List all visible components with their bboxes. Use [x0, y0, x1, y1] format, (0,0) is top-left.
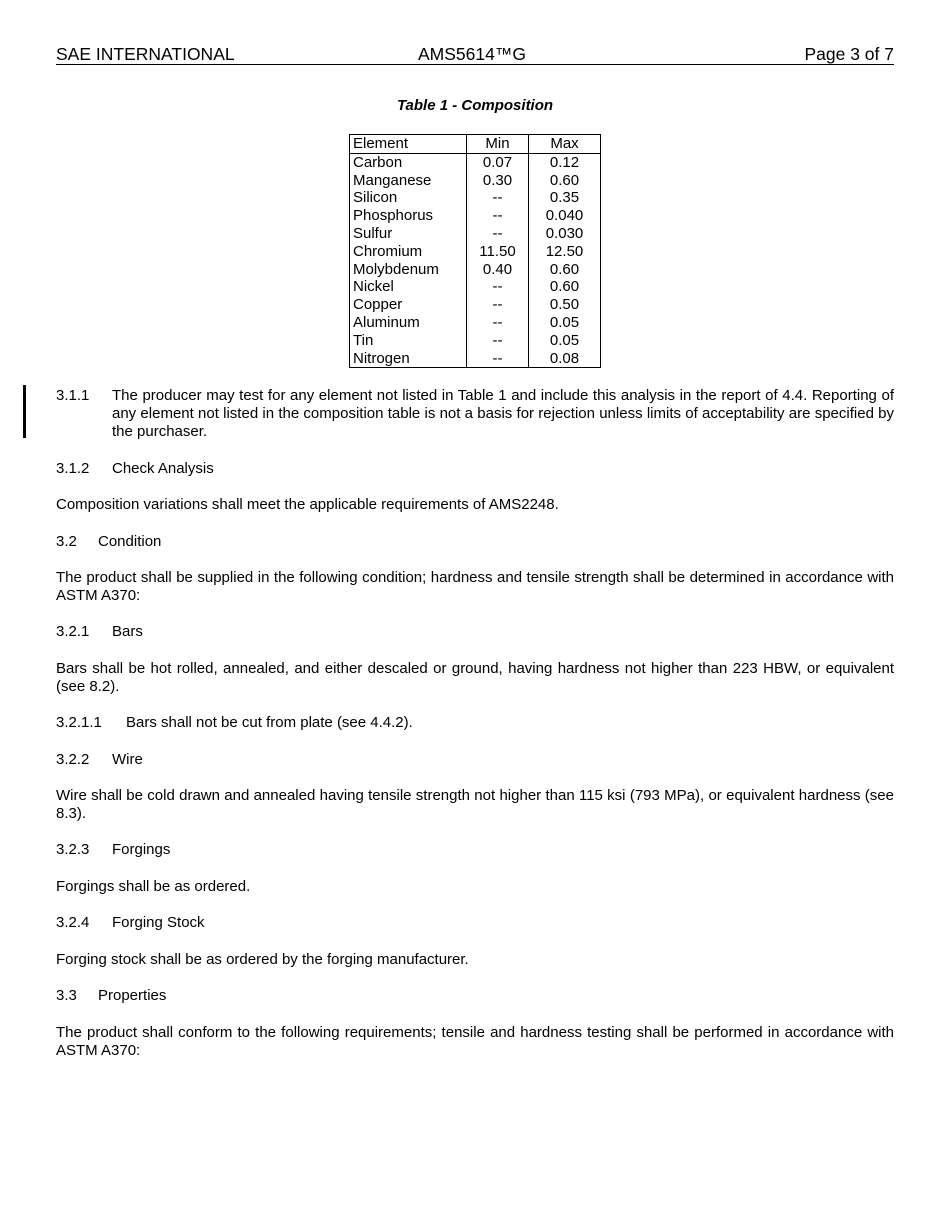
section-3-3-text: The product shall conform to the following requirements; tensile and hardness testing shall be performed in accordance with ASTM A370: [56, 1024, 894, 1059]
revision-change-bar [23, 385, 26, 438]
section-3-2-1-1 [56, 714, 894, 732]
header-org: SAE INTERNATIONAL [56, 44, 235, 64]
section-3-2-3-text: Forgings shall be as ordered. [56, 878, 251, 895]
max-cell: 0.040 [529, 207, 601, 225]
section-3-2-3-heading [56, 841, 894, 859]
section-number: 3.2.3 [56, 841, 90, 858]
max-cell: 0.05 [529, 332, 601, 350]
section-number: 3.2.4 [56, 914, 90, 931]
max-cell: 0.35 [529, 189, 601, 207]
max-cell: 0.60 [529, 278, 601, 296]
section-number: 3.2 [56, 533, 77, 550]
element-cell: Silicon [350, 189, 467, 207]
table-row [350, 243, 601, 261]
section-title: Bars [112, 623, 143, 640]
min-cell: 11.50 [467, 243, 529, 261]
section-3-2-2-text: Wire shall be cold drawn and annealed having tensile strength not higher than 115 ksi (793 MPa), or equivalent hardness (see 8.3). [56, 787, 894, 822]
section-3-1-2-heading [56, 460, 894, 478]
element-cell: Sulfur [350, 225, 467, 243]
section-title: Forgings [112, 841, 171, 858]
element-cell: Carbon [350, 153, 467, 171]
element-cell: Molybdenum [350, 261, 467, 279]
section-3-2-text: The product shall be supplied in the following condition; hardness and tensile strength shall be determined in accordance with ASTM A370: [56, 569, 894, 604]
section-number: 3.1.1 [56, 387, 90, 404]
section-3-2-2-heading [56, 751, 894, 769]
section-number: 3.1.2 [56, 460, 90, 477]
section-number: 3.2.1 [56, 623, 90, 640]
table-caption: Table 1 - Composition [396, 97, 554, 114]
column-header-element: Element [350, 135, 467, 154]
max-cell: 0.60 [529, 261, 601, 279]
min-cell: -- [467, 332, 529, 350]
section-text: Bars shall not be cut from plate (see 4.4.2). [126, 714, 413, 731]
table-row [350, 172, 601, 190]
section-text: The producer may test for any element not listed in Table 1 and include this analysis in the report of 4.4. Reporting of any element not listed in the composition table is not a basis for rejection unless limits of acceptability are specified by the purchaser. [112, 387, 894, 440]
column-header-max: Max [529, 135, 601, 154]
min-cell: -- [467, 350, 529, 368]
table-row [350, 153, 601, 171]
element-cell: Chromium [350, 243, 467, 261]
section-3-1-2-text: Composition variations shall meet the applicable requirements of AMS2248. [56, 496, 559, 513]
table-row [350, 261, 601, 279]
section-title: Forging Stock [112, 914, 205, 931]
column-header-min: Min [467, 135, 529, 154]
section-title: Condition [98, 533, 162, 550]
section-title: Check Analysis [112, 460, 214, 477]
header-page-number: Page 3 of 7 [804, 44, 894, 64]
min-cell: 0.07 [467, 153, 529, 171]
section-3-1-1 [56, 387, 894, 441]
element-cell: Phosphorus [350, 207, 467, 225]
element-cell: Nickel [350, 278, 467, 296]
section-3-2-4-heading [56, 914, 894, 932]
element-cell: Copper [350, 296, 467, 314]
table-header-row [350, 135, 601, 154]
element-cell: Aluminum [350, 314, 467, 332]
max-cell: 0.030 [529, 225, 601, 243]
min-cell: -- [467, 314, 529, 332]
table-row [350, 225, 601, 243]
max-cell: 0.60 [529, 172, 601, 190]
min-cell: -- [467, 189, 529, 207]
section-number: 3.3 [56, 987, 77, 1004]
max-cell: 0.08 [529, 350, 601, 368]
element-cell: Manganese [350, 172, 467, 190]
section-3-2-heading [56, 533, 894, 551]
section-3-3-heading [56, 987, 894, 1005]
section-3-2-4-text: Forging stock shall be as ordered by the forging manufacturer. [56, 951, 469, 968]
table-row [350, 189, 601, 207]
max-cell: 0.05 [529, 314, 601, 332]
element-cell: Nitrogen [350, 350, 467, 368]
table-row [350, 332, 601, 350]
page-header [56, 44, 894, 65]
max-cell: 12.50 [529, 243, 601, 261]
element-cell: Tin [350, 332, 467, 350]
table-row [350, 278, 601, 296]
table-row [350, 350, 601, 368]
section-3-2-1-text: Bars shall be hot rolled, annealed, and either descaled or ground, having hardness not higher than 223 HBW, or equivalent (see 8.2). [56, 660, 894, 695]
min-cell: -- [467, 225, 529, 243]
section-title: Wire [112, 751, 143, 768]
min-cell: 0.30 [467, 172, 529, 190]
table-row [350, 296, 601, 314]
min-cell: -- [467, 207, 529, 225]
table-row [350, 314, 601, 332]
section-title: Properties [98, 987, 167, 1004]
max-cell: 0.12 [529, 153, 601, 171]
section-number: 3.2.2 [56, 751, 90, 768]
min-cell: -- [467, 296, 529, 314]
max-cell: 0.50 [529, 296, 601, 314]
min-cell: -- [467, 278, 529, 296]
table-row [350, 207, 601, 225]
min-cell: 0.40 [467, 261, 529, 279]
composition-table [349, 134, 601, 368]
section-number: 3.2.1.1 [56, 714, 102, 731]
section-3-2-1-heading [56, 623, 894, 641]
header-doc-id: AMS5614™G [418, 44, 526, 64]
